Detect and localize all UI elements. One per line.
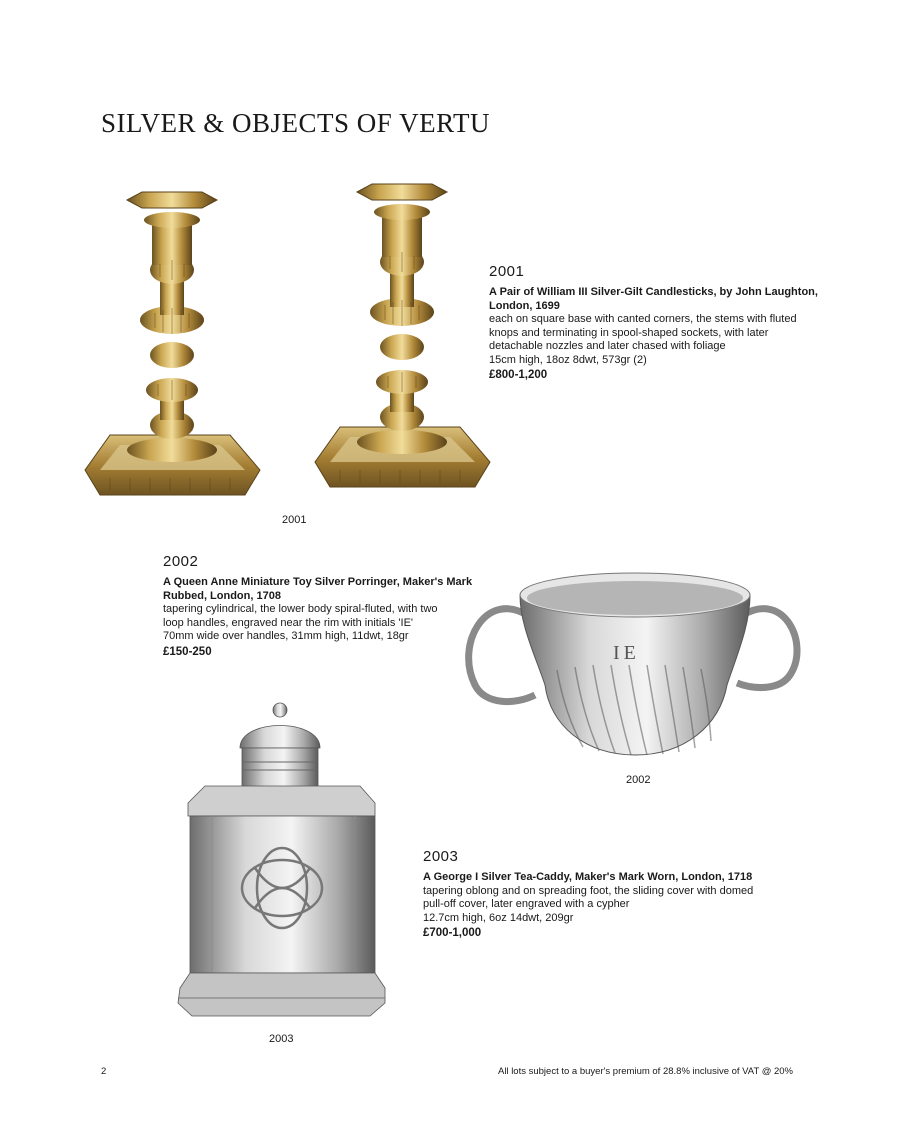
lot-description-line: detachable nozzles and later chased with foliage	[489, 340, 726, 352]
lot-title-line: A Queen Anne Miniature Toy Silver Porringer, Maker's Mark	[163, 576, 473, 588]
lot-description-line: tapering oblong and on spreading foot, the sliding cover with domed	[423, 884, 754, 897]
lot-number: 2001	[489, 263, 525, 280]
lot-dimensions: 15cm high, 18oz 8dwt, 573gr (2)	[489, 353, 647, 366]
lot-2002-image-caption: 2002	[626, 774, 651, 786]
lot-description-line: loop handles, engraved near the rim with initials 'IE'	[163, 616, 414, 629]
lot-estimate: £800-1,200	[489, 369, 548, 381]
lot-estimate: £700-1,000	[423, 927, 482, 939]
lot-description-line: knops and terminating in spool-shaped sockets, with later	[489, 326, 769, 339]
lot-title-line: A George I Silver Tea-Caddy, Maker's Mark Worn, London, 1718	[423, 871, 753, 883]
lot-2001	[489, 263, 818, 383]
lot-title-line: Rubbed, London, 1708	[163, 589, 281, 602]
lot-number: 2003	[423, 848, 459, 865]
lot-dimensions: 12.7cm high, 6oz 14dwt, 209gr	[423, 911, 574, 924]
lot-dimensions: 70mm wide over handles, 31mm high, 11dwt, 18gr	[163, 630, 409, 642]
lot-title-line: A Pair of William III Silver-Gilt Candlesticks, by John Laughton,	[489, 286, 818, 298]
candlesticks-image	[80, 180, 510, 510]
page-number: 2	[101, 1066, 107, 1077]
lot-2001-image-caption: 2001	[282, 514, 307, 526]
lot-estimate: £150-250	[163, 645, 212, 658]
lot-title-line: London, 1699	[489, 299, 560, 312]
lot-description-line: tapering cylindrical, the lower body spiral-fluted, with two	[163, 603, 438, 615]
lot-description-line: each on square base with canted corners, the stems with fluted	[489, 313, 797, 325]
lot-2002	[163, 553, 472, 659]
porringer-engraving: IE	[613, 642, 640, 664]
porringer-image	[465, 565, 805, 765]
lot-number: 2002	[163, 553, 199, 570]
lot-description-line: pull-off cover, later engraved with a cypher	[423, 898, 630, 910]
tea-caddy-image	[170, 698, 400, 1028]
buyers-premium-note: All lots subject to a buyer's premium of 28.8% inclusive of VAT @ 20%	[498, 1066, 794, 1077]
lot-2003	[423, 848, 753, 941]
lot-2003-image-caption: 2003	[269, 1033, 294, 1045]
page-title: SILVER & OBJECTS OF VERTU	[101, 108, 490, 138]
